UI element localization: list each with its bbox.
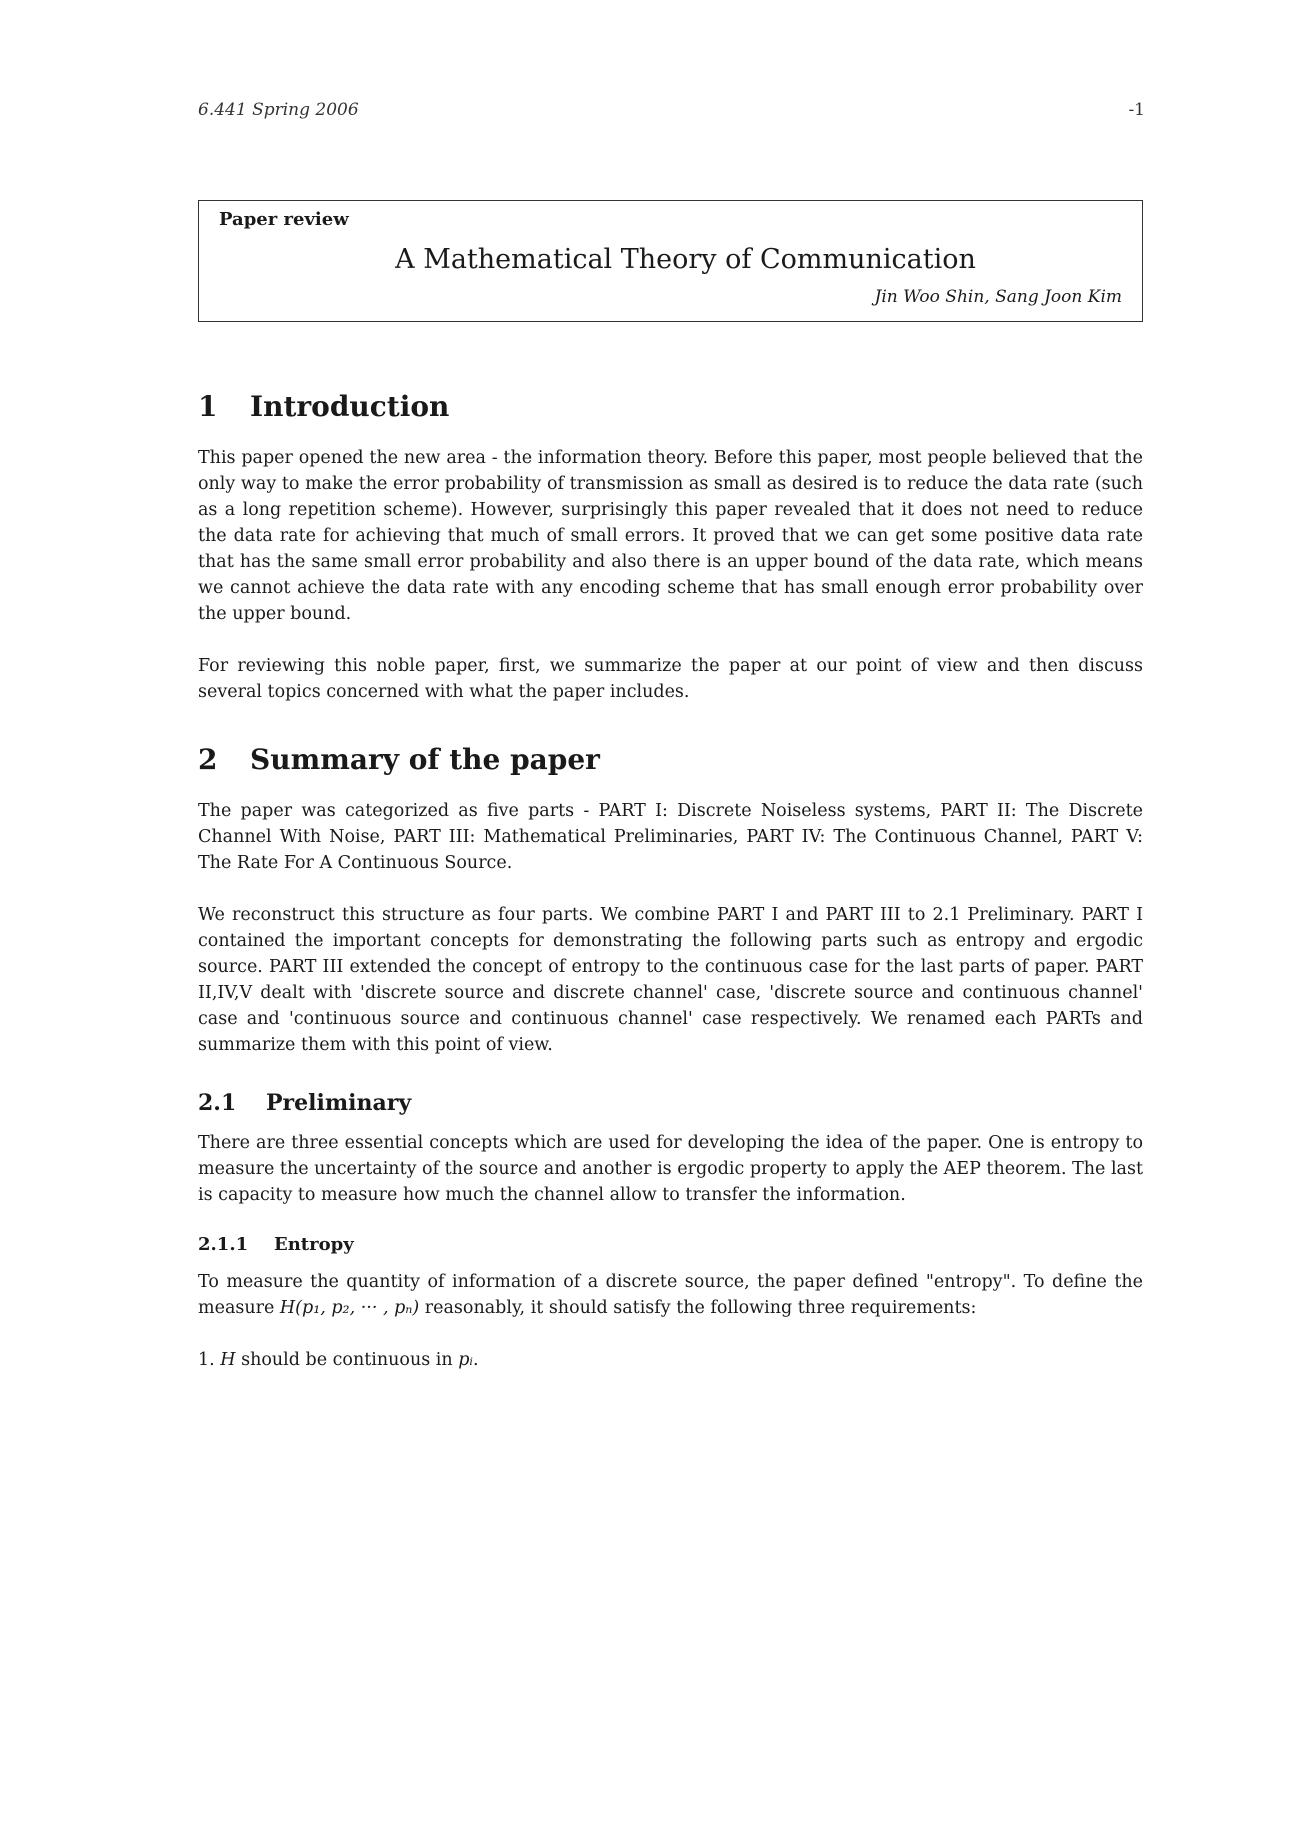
subsubsection-title: Entropy: [274, 1234, 354, 1255]
intro-paragraph-2: For reviewing this noble paper, first, we summarize the paper at our point of view and then discuss several topics concerned with what the paper includes.: [198, 656, 1143, 702]
intro-paragraph-1: This paper opened the new area - the information theory. Before this paper, most people believed that the only way to make the error probability of transmission as small as desired is to reduce the data rate (such as a long repetition scheme). However, surprisingly this paper revealed that it does not need to reduce the data rate for achieving that much of small errors. It proved that we can get some positive data rate that has the same small error probability and also there is an upper bound of the data rate, which means we cannot achieve the data rate with any encoding scheme that has small enough error probability over the upper bound.: [198, 448, 1143, 624]
item-text: should be continuous in: [235, 1350, 459, 1370]
subsubsection-heading-entropy: [198, 1234, 1143, 1255]
subsection-title: Preliminary: [266, 1090, 412, 1116]
item-math-h: H: [220, 1350, 236, 1370]
section-number: 1: [198, 390, 218, 423]
entropy-text-end: reasonably, it should satisfy the following three requirements:: [419, 1298, 977, 1318]
running-header: [198, 100, 1145, 120]
paper-review-box: [198, 200, 1143, 322]
section-title: Introduction: [250, 390, 450, 423]
summary-paragraph-2: We reconstruct this structure as four parts. We combine PART I and PART III to 2.1 Preliminary. PART I contained the important concepts for demonstrating the following parts such as entropy and ergodic source. PART III extended the concept of entropy to the continuous case for the last parts of paper. PART II,IV,V dealt with 'discrete source and discrete channel' case, 'discrete source and continuous channel' case and 'continuous source and continuous channel' case respectively. We renamed each PARTs and summarize them with this point of view.: [198, 905, 1143, 1055]
subsubsection-number: 2.1.1: [198, 1234, 249, 1255]
requirement-item-1: [198, 1347, 1143, 1373]
preliminary-paragraph: There are three essential concepts which are used for developing the idea of the paper. One is entropy to measure the uncertainty of the source and another is ergodic property to apply the AEP theorem. The last is capacity to measure how much the channel allow to transfer the information.: [198, 1133, 1143, 1205]
item-number: 1.: [198, 1350, 221, 1370]
section-heading-summary: [198, 743, 1143, 776]
entropy-math-expression: H(p₁, p₂, ··· , pₙ): [279, 1298, 420, 1318]
course-label: 6.441 Spring 2006: [198, 100, 359, 120]
entropy-paragraph: [198, 1269, 1143, 1321]
section-heading-introduction: [198, 390, 1143, 423]
main-content: [198, 390, 1143, 1399]
page-number: -1: [1128, 100, 1145, 120]
review-label: Paper review: [219, 209, 349, 230]
summary-paragraph-1: The paper was categorized as five parts - PART I: Discrete Noiseless systems, PART II: The Discrete Channel With Noise, PART III: Mathematical Preliminaries, PART IV: The Continuous Channel, PART V: The Rate For A Continuous Source.: [198, 801, 1143, 873]
item-end: .: [472, 1350, 479, 1370]
subsection-number: 2.1: [198, 1090, 237, 1116]
entropy-text-start: To measure the quantity of information of a discrete source, the paper defined "entropy". To define the measure: [198, 1272, 1143, 1318]
section-number: 2: [198, 743, 218, 776]
section-title: Summary of the paper: [250, 743, 600, 776]
paper-authors: Jin Woo Shin, Sang Joon Kim: [874, 287, 1122, 307]
item-math-p: pᵢ: [458, 1350, 473, 1370]
subsection-heading-preliminary: [198, 1090, 1143, 1116]
paper-title: A Mathematical Theory of Communication: [395, 244, 976, 275]
